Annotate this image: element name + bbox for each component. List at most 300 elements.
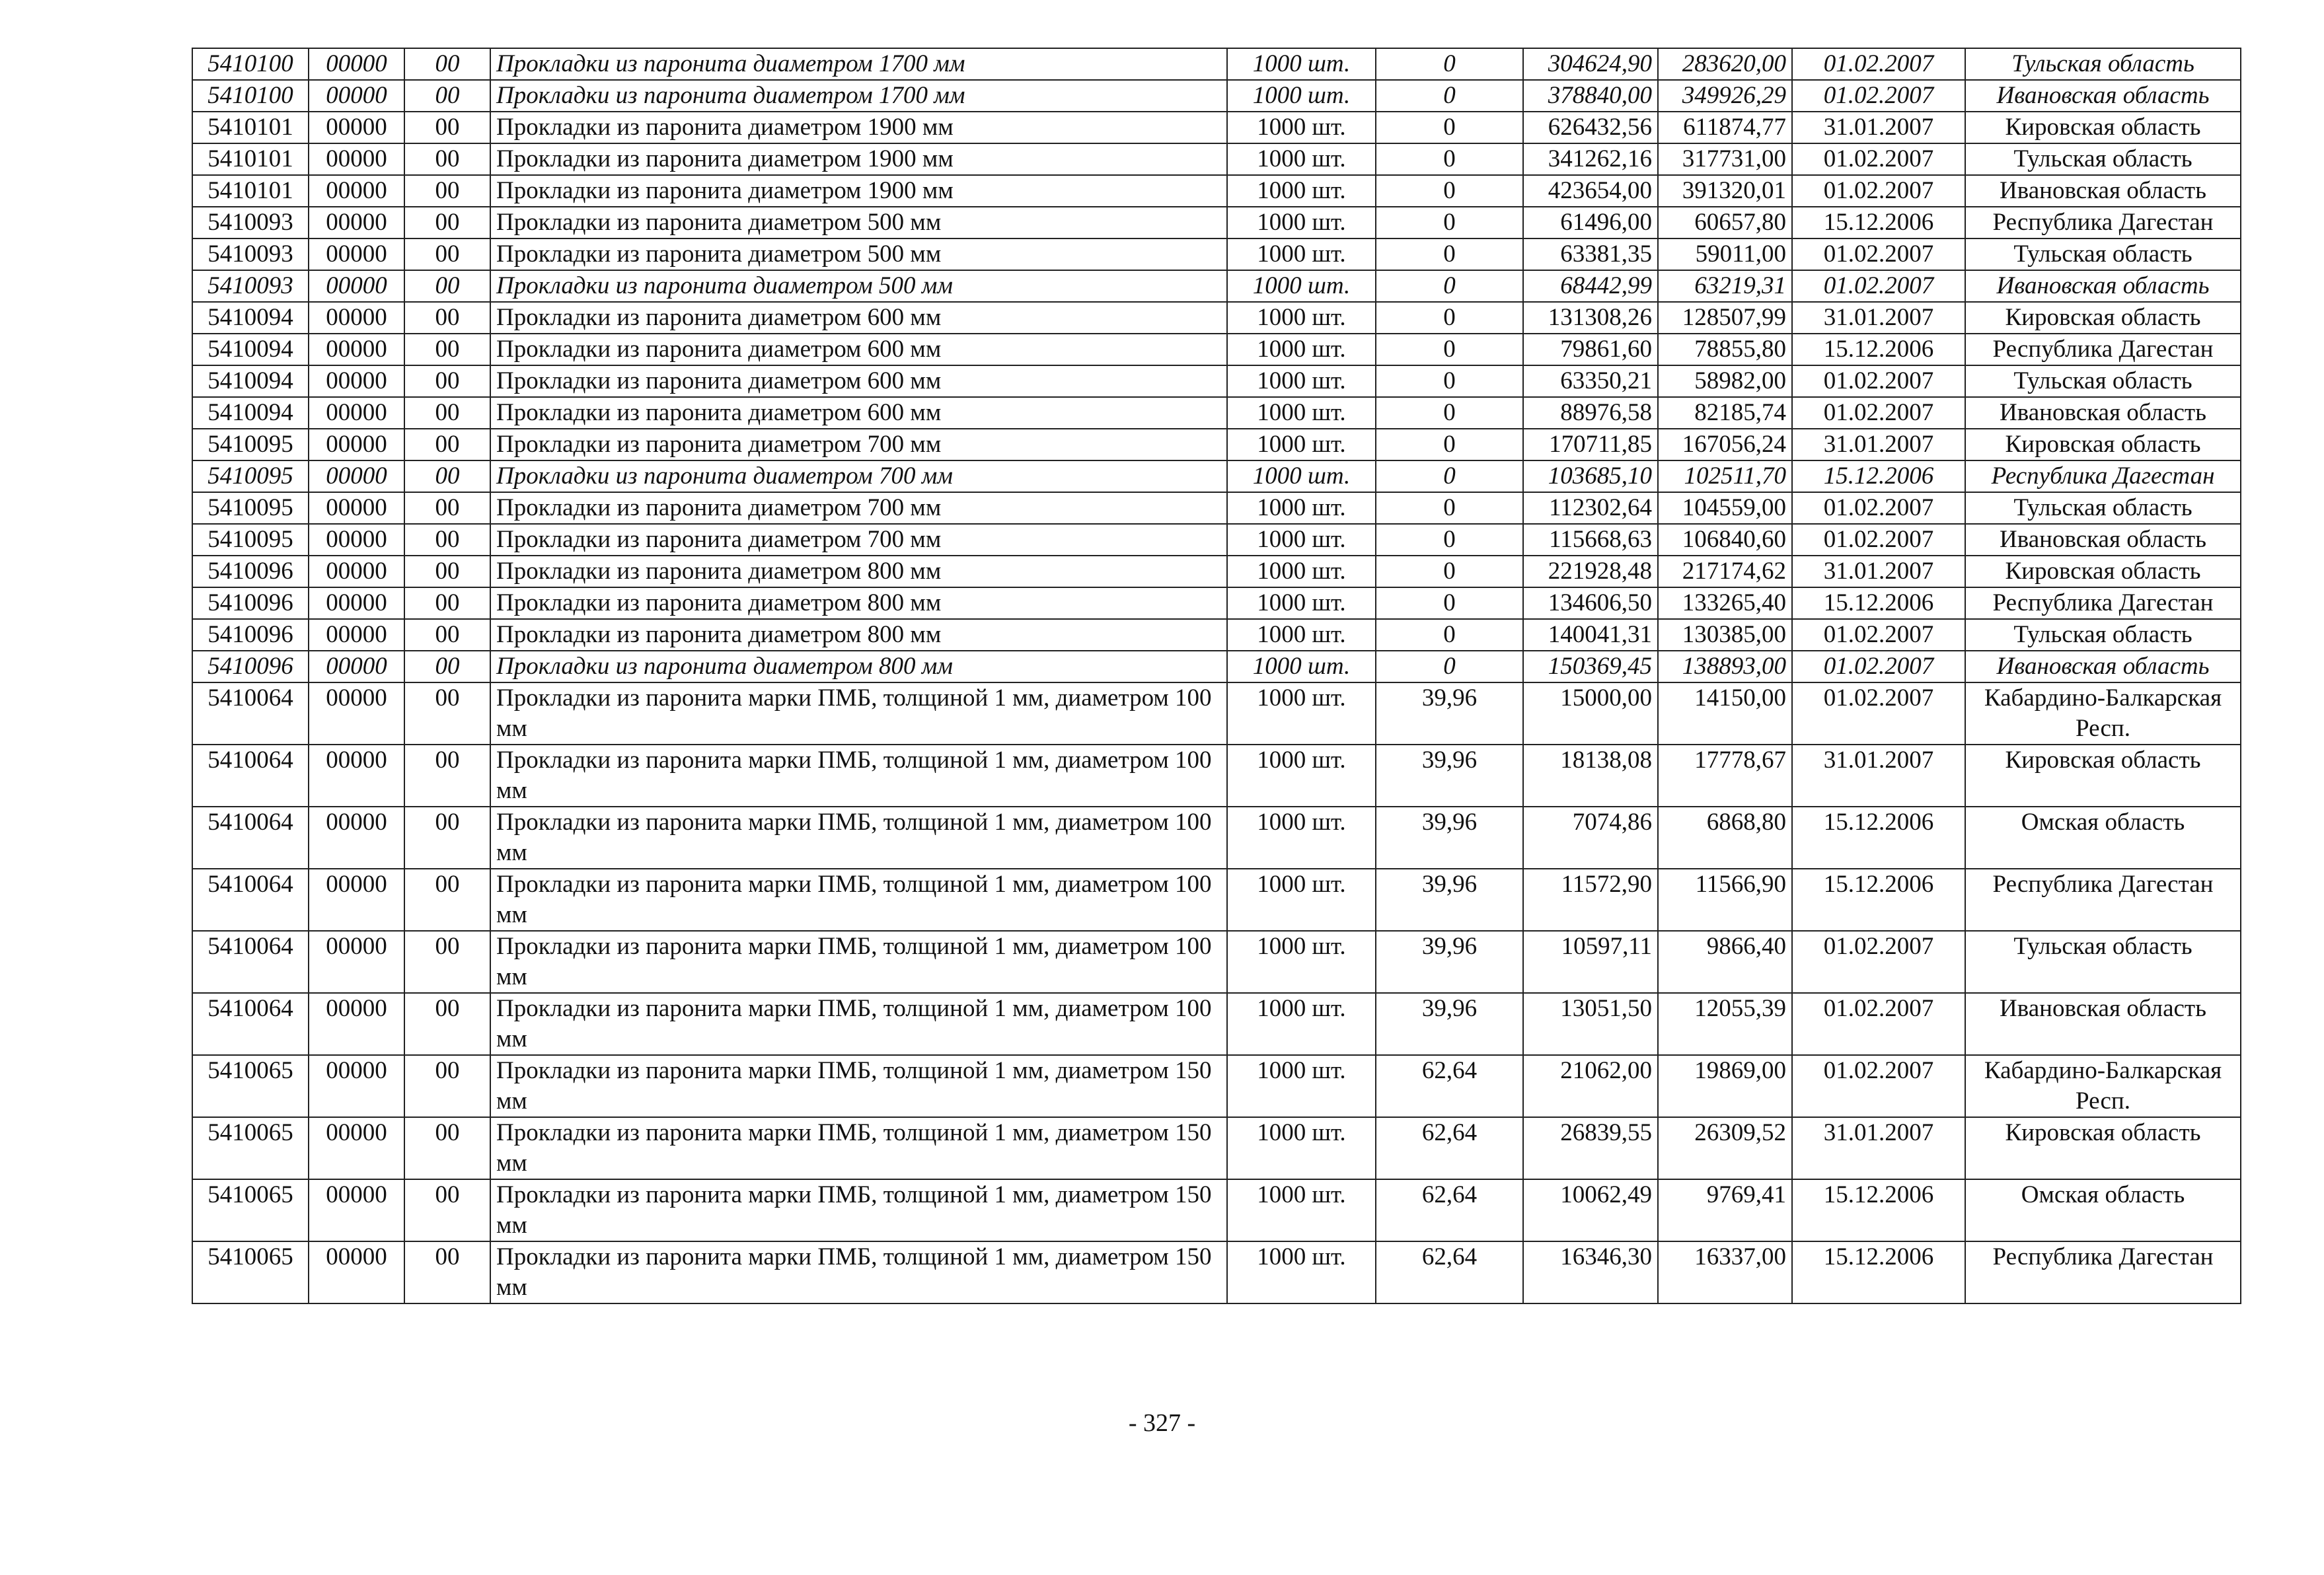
unit-cell: 1000 шт. [1227,334,1376,365]
product-name-cell: Прокладки из паронита диаметром 1900 мм [490,175,1227,207]
suffix-cell: 00 [404,492,490,524]
price-2-cell: 16337,00 [1658,1241,1792,1303]
rate-cell: 0 [1376,651,1523,682]
date-cell: 31.01.2007 [1792,1117,1965,1179]
product-name-cell: Прокладки из паронита диаметром 500 мм [490,207,1227,238]
product-code-cell: 5410064 [192,745,309,807]
table-row [192,931,2241,993]
table-row [192,302,2241,334]
unit-cell: 1000 шт. [1227,270,1376,302]
table-row [192,48,2241,80]
rate-cell: 39,96 [1376,807,1523,869]
date-cell: 31.01.2007 [1792,112,1965,143]
rate-cell: 39,96 [1376,931,1523,993]
subcode-cell: 00000 [309,1117,404,1179]
table-row [192,682,2241,745]
date-cell: 01.02.2007 [1792,931,1965,993]
table-row [192,207,2241,238]
subcode-cell: 00000 [309,869,404,931]
product-code-cell: 5410093 [192,207,309,238]
price-2-cell: 102511,70 [1658,460,1792,492]
table-row [192,397,2241,429]
product-name-cell: Прокладки из паронита диаметром 1700 мм [490,80,1227,112]
unit-cell: 1000 шт. [1227,238,1376,270]
product-code-cell: 5410094 [192,334,309,365]
rate-cell: 62,64 [1376,1055,1523,1117]
rate-cell: 0 [1376,238,1523,270]
price-2-cell: 14150,00 [1658,682,1792,745]
unit-cell: 1000 шт. [1227,80,1376,112]
price-2-cell: 283620,00 [1658,48,1792,80]
region-cell: Ивановская область [1965,524,2241,556]
subcode-cell: 00000 [309,112,404,143]
region-cell: Кировская область [1965,556,2241,587]
product-name-cell: Прокладки из паронита диаметром 700 мм [490,429,1227,460]
product-code-cell: 5410095 [192,429,309,460]
subcode-cell: 00000 [309,175,404,207]
table-row [192,143,2241,175]
rate-cell: 62,64 [1376,1117,1523,1179]
product-code-cell: 5410064 [192,931,309,993]
price-2-cell: 58982,00 [1658,365,1792,397]
product-code-cell: 5410096 [192,651,309,682]
price-2-cell: 63219,31 [1658,270,1792,302]
unit-cell: 1000 шт. [1227,143,1376,175]
product-name-cell: Прокладки из паронита марки ПМБ, толщиной 1 мм, диаметром 100 мм [490,682,1227,745]
rate-cell: 0 [1376,207,1523,238]
region-cell: Кировская область [1965,1117,2241,1179]
price-1-cell: 140041,31 [1523,619,1658,651]
rate-cell: 62,64 [1376,1179,1523,1241]
product-name-cell: Прокладки из паронита диаметром 700 мм [490,460,1227,492]
subcode-cell: 00000 [309,397,404,429]
subcode-cell: 00000 [309,238,404,270]
price-1-cell: 88976,58 [1523,397,1658,429]
price-1-cell: 378840,00 [1523,80,1658,112]
product-name-cell: Прокладки из паронита диаметром 600 мм [490,365,1227,397]
price-1-cell: 170711,85 [1523,429,1658,460]
suffix-cell: 00 [404,1179,490,1241]
price-1-cell: 11572,90 [1523,869,1658,931]
price-1-cell: 16346,30 [1523,1241,1658,1303]
region-cell: Республика Дагестан [1965,1241,2241,1303]
date-cell: 01.02.2007 [1792,492,1965,524]
suffix-cell: 00 [404,397,490,429]
table-row [192,80,2241,112]
rate-cell: 39,96 [1376,993,1523,1055]
price-2-cell: 26309,52 [1658,1117,1792,1179]
subcode-cell: 00000 [309,745,404,807]
region-cell: Омская область [1965,807,2241,869]
table-body [192,48,2241,1303]
price-2-cell: 128507,99 [1658,302,1792,334]
subcode-cell: 00000 [309,492,404,524]
region-cell: Ивановская область [1965,651,2241,682]
unit-cell: 1000 шт. [1227,524,1376,556]
subcode-cell: 00000 [309,429,404,460]
unit-cell: 1000 шт. [1227,931,1376,993]
date-cell: 01.02.2007 [1792,524,1965,556]
date-cell: 01.02.2007 [1792,270,1965,302]
unit-cell: 1000 шт. [1227,429,1376,460]
price-2-cell: 391320,01 [1658,175,1792,207]
subcode-cell: 00000 [309,1055,404,1117]
date-cell: 01.02.2007 [1792,1055,1965,1117]
product-name-cell: Прокладки из паронита диаметром 1700 мм [490,48,1227,80]
region-cell: Республика Дагестан [1965,207,2241,238]
price-2-cell: 6868,80 [1658,807,1792,869]
table-row [192,619,2241,651]
rate-cell: 0 [1376,48,1523,80]
date-cell: 01.02.2007 [1792,651,1965,682]
price-1-cell: 115668,63 [1523,524,1658,556]
region-cell: Ивановская область [1965,270,2241,302]
product-code-cell: 5410095 [192,492,309,524]
suffix-cell: 00 [404,682,490,745]
region-cell: Тульская область [1965,931,2241,993]
subcode-cell: 00000 [309,682,404,745]
unit-cell: 1000 шт. [1227,807,1376,869]
price-1-cell: 134606,50 [1523,587,1658,619]
product-code-cell: 5410094 [192,365,309,397]
date-cell: 15.12.2006 [1792,1241,1965,1303]
table-row [192,334,2241,365]
suffix-cell: 00 [404,745,490,807]
region-cell: Кировская область [1965,302,2241,334]
region-cell: Кировская область [1965,429,2241,460]
product-code-cell: 5410094 [192,302,309,334]
date-cell: 31.01.2007 [1792,429,1965,460]
subcode-cell: 00000 [309,270,404,302]
product-code-cell: 5410101 [192,143,309,175]
region-cell: Ивановская область [1965,397,2241,429]
unit-cell: 1000 шт. [1227,587,1376,619]
product-code-cell: 5410100 [192,80,309,112]
price-2-cell: 12055,39 [1658,993,1792,1055]
product-code-cell: 5410093 [192,270,309,302]
product-name-cell: Прокладки из паронита марки ПМБ, толщиной 1 мм, диаметром 150 мм [490,1179,1227,1241]
table-row [192,524,2241,556]
product-code-cell: 5410096 [192,587,309,619]
region-cell: Республика Дагестан [1965,460,2241,492]
unit-cell: 1000 шт. [1227,1179,1376,1241]
price-2-cell: 133265,40 [1658,587,1792,619]
suffix-cell: 00 [404,556,490,587]
region-cell: Тульская область [1965,365,2241,397]
table-row [192,175,2241,207]
unit-cell: 1000 шт. [1227,651,1376,682]
rate-cell: 0 [1376,524,1523,556]
price-2-cell: 59011,00 [1658,238,1792,270]
region-cell: Республика Дагестан [1965,587,2241,619]
subcode-cell: 00000 [309,80,404,112]
price-1-cell: 13051,50 [1523,993,1658,1055]
subcode-cell: 00000 [309,807,404,869]
price-2-cell: 9769,41 [1658,1179,1792,1241]
date-cell: 01.02.2007 [1792,48,1965,80]
product-name-cell: Прокладки из паронита диаметром 500 мм [490,270,1227,302]
region-cell: Кабардино-Балкарская Респ. [1965,1055,2241,1117]
rate-cell: 39,96 [1376,745,1523,807]
suffix-cell: 00 [404,175,490,207]
date-cell: 15.12.2006 [1792,587,1965,619]
price-1-cell: 18138,08 [1523,745,1658,807]
price-1-cell: 341262,16 [1523,143,1658,175]
subcode-cell: 00000 [309,619,404,651]
price-1-cell: 221928,48 [1523,556,1658,587]
region-cell: Тульская область [1965,48,2241,80]
table-row [192,238,2241,270]
date-cell: 15.12.2006 [1792,1179,1965,1241]
product-name-cell: Прокладки из паронита марки ПМБ, толщиной 1 мм, диаметром 150 мм [490,1117,1227,1179]
product-code-cell: 5410093 [192,238,309,270]
table-row [192,270,2241,302]
unit-cell: 1000 шт. [1227,207,1376,238]
region-cell: Ивановская область [1965,993,2241,1055]
price-2-cell: 60657,80 [1658,207,1792,238]
product-code-cell: 5410065 [192,1117,309,1179]
subcode-cell: 00000 [309,1241,404,1303]
product-code-cell: 5410064 [192,869,309,931]
price-1-cell: 68442,99 [1523,270,1658,302]
subcode-cell: 00000 [309,143,404,175]
region-cell: Ивановская область [1965,80,2241,112]
price-1-cell: 63381,35 [1523,238,1658,270]
product-code-cell: 5410064 [192,807,309,869]
rate-cell: 39,96 [1376,869,1523,931]
region-cell: Тульская область [1965,238,2241,270]
rate-cell: 0 [1376,143,1523,175]
price-1-cell: 79861,60 [1523,334,1658,365]
suffix-cell: 00 [404,80,490,112]
subcode-cell: 00000 [309,651,404,682]
product-name-cell: Прокладки из паронита диаметром 800 мм [490,619,1227,651]
suffix-cell: 00 [404,1117,490,1179]
price-2-cell: 9866,40 [1658,931,1792,993]
rate-cell: 0 [1376,302,1523,334]
region-cell: Республика Дагестан [1965,869,2241,931]
price-2-cell: 217174,62 [1658,556,1792,587]
date-cell: 01.02.2007 [1792,993,1965,1055]
suffix-cell: 00 [404,869,490,931]
product-name-cell: Прокладки из паронита диаметром 600 мм [490,334,1227,365]
product-code-cell: 5410064 [192,993,309,1055]
product-name-cell: Прокладки из паронита марки ПМБ, толщиной 1 мм, диаметром 150 мм [490,1241,1227,1303]
unit-cell: 1000 шт. [1227,682,1376,745]
suffix-cell: 00 [404,270,490,302]
product-name-cell: Прокладки из паронита марки ПМБ, толщиной 1 мм, диаметром 100 мм [490,745,1227,807]
unit-cell: 1000 шт. [1227,397,1376,429]
date-cell: 01.02.2007 [1792,682,1965,745]
product-code-cell: 5410065 [192,1179,309,1241]
suffix-cell: 00 [404,619,490,651]
subcode-cell: 00000 [309,931,404,993]
suffix-cell: 00 [404,238,490,270]
suffix-cell: 00 [404,524,490,556]
region-cell: Кабардино-Балкарская Респ. [1965,682,2241,745]
rate-cell: 0 [1376,556,1523,587]
unit-cell: 1000 шт. [1227,556,1376,587]
table-row [192,993,2241,1055]
price-1-cell: 112302,64 [1523,492,1658,524]
price-2-cell: 138893,00 [1658,651,1792,682]
price-table [192,48,2241,1304]
product-name-cell: Прокладки из паронита диаметром 1900 мм [490,112,1227,143]
suffix-cell: 00 [404,207,490,238]
suffix-cell: 00 [404,807,490,869]
price-2-cell: 130385,00 [1658,619,1792,651]
table-row [192,112,2241,143]
price-1-cell: 21062,00 [1523,1055,1658,1117]
product-name-cell: Прокладки из паронита диаметром 500 мм [490,238,1227,270]
suffix-cell: 00 [404,334,490,365]
date-cell: 01.02.2007 [1792,365,1965,397]
rate-cell: 0 [1376,80,1523,112]
page-number: - 327 - [1128,1409,1196,1437]
price-2-cell: 82185,74 [1658,397,1792,429]
subcode-cell: 00000 [309,556,404,587]
unit-cell: 1000 шт. [1227,302,1376,334]
rate-cell: 62,64 [1376,1241,1523,1303]
product-name-cell: Прокладки из паронита диаметром 600 мм [490,302,1227,334]
price-1-cell: 150369,45 [1523,651,1658,682]
price-2-cell: 17778,67 [1658,745,1792,807]
unit-cell: 1000 шт. [1227,619,1376,651]
date-cell: 15.12.2006 [1792,207,1965,238]
rate-cell: 0 [1376,112,1523,143]
price-2-cell: 106840,60 [1658,524,1792,556]
rate-cell: 0 [1376,460,1523,492]
suffix-cell: 00 [404,112,490,143]
price-1-cell: 103685,10 [1523,460,1658,492]
product-code-cell: 5410065 [192,1241,309,1303]
date-cell: 01.02.2007 [1792,619,1965,651]
product-code-cell: 5410064 [192,682,309,745]
table-row [192,1117,2241,1179]
table-row [192,460,2241,492]
product-code-cell: 5410094 [192,397,309,429]
date-cell: 31.01.2007 [1792,556,1965,587]
product-name-cell: Прокладки из паронита диаметром 800 мм [490,587,1227,619]
product-name-cell: Прокладки из паронита марки ПМБ, толщиной 1 мм, диаметром 100 мм [490,807,1227,869]
price-2-cell: 78855,80 [1658,334,1792,365]
product-name-cell: Прокладки из паронита диаметром 700 мм [490,492,1227,524]
price-1-cell: 10597,11 [1523,931,1658,993]
region-cell: Тульская область [1965,619,2241,651]
table-row [192,1179,2241,1241]
region-cell: Омская область [1965,1179,2241,1241]
product-name-cell: Прокладки из паронита марки ПМБ, толщиной 1 мм, диаметром 100 мм [490,869,1227,931]
suffix-cell: 00 [404,429,490,460]
unit-cell: 1000 шт. [1227,745,1376,807]
unit-cell: 1000 шт. [1227,365,1376,397]
suffix-cell: 00 [404,460,490,492]
table-row [192,587,2241,619]
rate-cell: 0 [1376,175,1523,207]
suffix-cell: 00 [404,1241,490,1303]
product-code-cell: 5410065 [192,1055,309,1117]
product-name-cell: Прокладки из паронита марки ПМБ, толщиной 1 мм, диаметром 100 мм [490,931,1227,993]
suffix-cell: 00 [404,365,490,397]
date-cell: 01.02.2007 [1792,397,1965,429]
rate-cell: 0 [1376,619,1523,651]
subcode-cell: 00000 [309,365,404,397]
table-row [192,556,2241,587]
suffix-cell: 00 [404,651,490,682]
date-cell: 31.01.2007 [1792,745,1965,807]
unit-cell: 1000 шт. [1227,48,1376,80]
suffix-cell: 00 [404,587,490,619]
table-row [192,429,2241,460]
subcode-cell: 00000 [309,334,404,365]
price-1-cell: 10062,49 [1523,1179,1658,1241]
suffix-cell: 00 [404,48,490,80]
price-2-cell: 349926,29 [1658,80,1792,112]
price-1-cell: 63350,21 [1523,365,1658,397]
product-code-cell: 5410096 [192,619,309,651]
product-code-cell: 5410100 [192,48,309,80]
subcode-cell: 00000 [309,993,404,1055]
product-code-cell: 5410096 [192,556,309,587]
price-1-cell: 423654,00 [1523,175,1658,207]
suffix-cell: 00 [404,1055,490,1117]
product-code-cell: 5410095 [192,524,309,556]
rate-cell: 0 [1376,334,1523,365]
rate-cell: 0 [1376,365,1523,397]
date-cell: 15.12.2006 [1792,807,1965,869]
product-name-cell: Прокладки из паронита марки ПМБ, толщиной 1 мм, диаметром 150 мм [490,1055,1227,1117]
rate-cell: 39,96 [1376,682,1523,745]
table-row [192,365,2241,397]
price-2-cell: 19869,00 [1658,1055,1792,1117]
price-2-cell: 611874,77 [1658,112,1792,143]
product-name-cell: Прокладки из паронита диаметром 800 мм [490,556,1227,587]
price-1-cell: 15000,00 [1523,682,1658,745]
product-name-cell: Прокладки из паронита диаметром 700 мм [490,524,1227,556]
subcode-cell: 00000 [309,302,404,334]
table-row [192,1241,2241,1303]
table-row [192,745,2241,807]
product-name-cell: Прокладки из паронита марки ПМБ, толщиной 1 мм, диаметром 100 мм [490,993,1227,1055]
date-cell: 31.01.2007 [1792,302,1965,334]
suffix-cell: 00 [404,993,490,1055]
product-name-cell: Прокладки из паронита диаметром 600 мм [490,397,1227,429]
table-row [192,492,2241,524]
unit-cell: 1000 шт. [1227,492,1376,524]
region-cell: Ивановская область [1965,175,2241,207]
region-cell: Республика Дагестан [1965,334,2241,365]
unit-cell: 1000 шт. [1227,993,1376,1055]
subcode-cell: 00000 [309,1179,404,1241]
table-row [192,807,2241,869]
price-1-cell: 7074,86 [1523,807,1658,869]
price-1-cell: 626432,56 [1523,112,1658,143]
unit-cell: 1000 шт. [1227,460,1376,492]
product-code-cell: 5410101 [192,175,309,207]
unit-cell: 1000 шт. [1227,1241,1376,1303]
price-1-cell: 304624,90 [1523,48,1658,80]
table-row [192,1055,2241,1117]
product-code-cell: 5410095 [192,460,309,492]
unit-cell: 1000 шт. [1227,112,1376,143]
date-cell: 01.02.2007 [1792,80,1965,112]
suffix-cell: 00 [404,302,490,334]
region-cell: Тульская область [1965,492,2241,524]
date-cell: 01.02.2007 [1792,175,1965,207]
rate-cell: 0 [1376,270,1523,302]
date-cell: 15.12.2006 [1792,334,1965,365]
region-cell: Кировская область [1965,745,2241,807]
